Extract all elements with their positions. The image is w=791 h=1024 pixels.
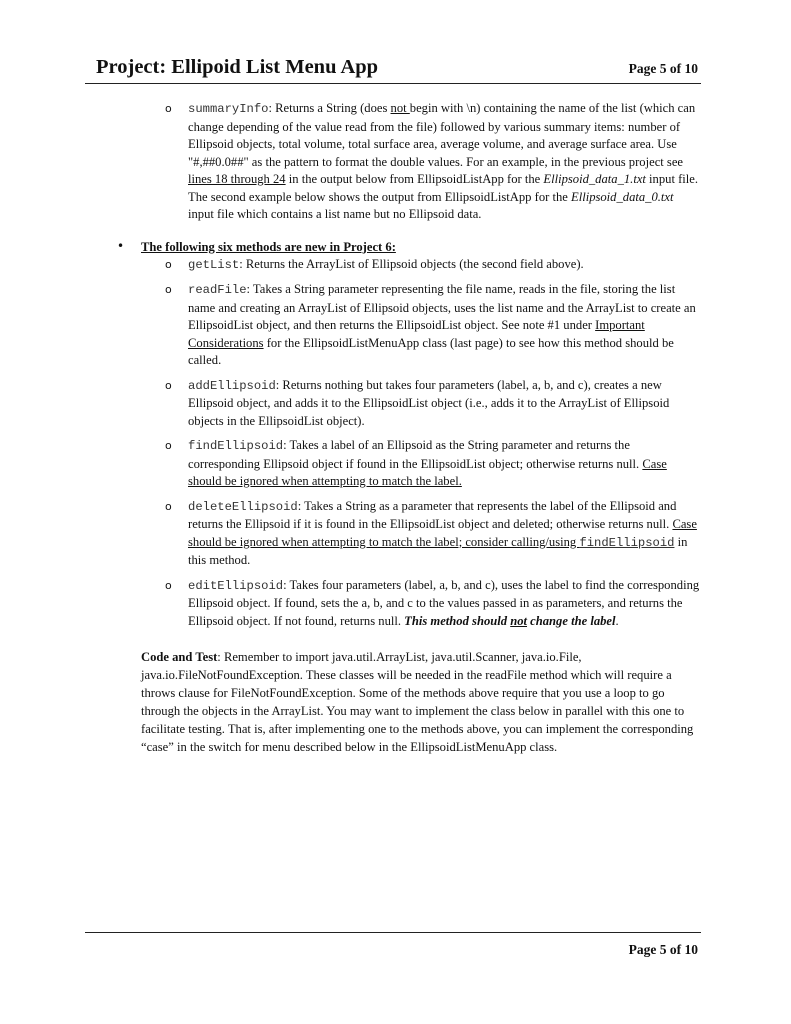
text: : Takes a String as a parameter that represents the label of the Ellipsoid and returns the Ellipsoid if it is found in the EllipsoidList object and deleted; otherwise returns null. [188, 498, 677, 531]
method-name: readFile [188, 283, 247, 297]
circle-bullet: o [165, 102, 172, 115]
footer-page-number: Page 5 of 10 [628, 942, 698, 957]
text: begin with \n) containing the name of the list (which can change depending of the value read from the file) followed by various summary items: number of Ellipsoid objects, total volume, total surface area, average volume, and average surface area. Use "#,##0.0##" as the pattern to format the double values. For an example, in the previous project see [188, 101, 696, 169]
text: for the EllipsoidListMenuApp class (last page) to see how this method should be called. [188, 335, 674, 367]
method-name: summaryInfo [188, 102, 269, 116]
footer-divider [85, 932, 701, 933]
underlined-text: Case should be ignored when attempting to match the label. [188, 456, 667, 488]
circle-bullet: o [165, 499, 172, 513]
method-item-editellipsoid [165, 577, 700, 631]
circle-bullet: o [165, 283, 172, 296]
code-and-test-paragraph [141, 648, 697, 756]
underlined-text: lines 18 through 24 [188, 172, 286, 186]
text: : Returns nothing but takes four parameters (label, a, b, and c), creates a new Ellipsoid object, and adds it to the EllipsoidList object (i.e., adds it to the ArrayList of Ellipsoid objects in the EllipsoidList object). [188, 377, 670, 428]
page-title: Project: Ellipoid List Menu App [96, 56, 379, 78]
text: in the output below from EllipsoidListApp for the [285, 172, 544, 186]
method-name: addEllipsoid [188, 378, 276, 393]
method-name: getList [188, 257, 240, 272]
text: . [615, 613, 619, 628]
text: : Remember to import java.util.ArrayList, java.util.Scanner, java.io.File, java.io.FileNotFoundException. These classes will be needed in the readFile method which will require a throws clause for FileNotFoundException. Some of the methods above require that you use a loop to go through the objects in the ArrayList. You may want to implement the class below in parallel with this one to facilitate testing. That is, after implementing one to the methods above, you can implement the corresponding “case” in the switch for menu described below in the EllipsoidListMenuApp class. [141, 650, 694, 754]
text: : Takes four parameters (label, a, b, and c), uses the label to find the corresponding Ellipsoid object. If found, sets the a, b, and c to the values passed in as parameters, and returns the Ellipsoid object. If not found, returns null. [188, 577, 700, 628]
section-heading: The following six methods are new in Project 6: [141, 239, 396, 254]
underlined-text: Case should be ignored when attempting to match the label; consider calling/using [188, 517, 697, 549]
text: : Takes a label of an Ellipsoid as the String parameter and returns the corresponding Ellipsoid object if found in the EllipsoidList object; otherwise returns null. [188, 438, 643, 471]
circle-bullet: o [165, 257, 172, 271]
method-item-findellipsoid [165, 437, 700, 491]
emphasis-text: not [510, 613, 528, 628]
new-methods-heading [117, 238, 691, 256]
emphasis-text: change the label [527, 613, 616, 628]
circle-bullet: o [165, 439, 172, 452]
emphasis-text: This method should [404, 613, 511, 628]
text: : Returns the ArrayList of Ellipsoid objects (the second field above). [239, 256, 584, 271]
text: in this method. [188, 534, 688, 567]
circle-bullet: o [165, 578, 172, 592]
circle-bullet: o [165, 378, 172, 392]
method-name: findEllipsoid [579, 535, 675, 550]
underlined-text: not [390, 101, 410, 115]
method-item-deleteellipsoid [165, 498, 700, 570]
text: : Takes a String parameter representing the file name, reads in the file, storing the list name and creating an ArrayList of Ellipsoid objects, uses the list name and the ArrayList to create an EllipsoidList object, and then returns the EllipsoidList object. See note #1 under [188, 282, 696, 332]
bullet-dot: • [117, 238, 125, 253]
method-name: findEllipsoid [188, 439, 284, 453]
header-page-number: Page 5 of 10 [628, 61, 698, 76]
method-name: editEllipsoid [188, 578, 284, 593]
method-item-addellipsoid [165, 377, 700, 431]
method-item-readfile [165, 281, 700, 370]
file-name: Ellipsoid_data_1.txt [543, 172, 646, 186]
text: : Returns a String (does [268, 101, 391, 115]
method-name: deleteEllipsoid [188, 499, 298, 514]
text: input file. The second example below shows the output from EllipsoidListApp for the [188, 172, 699, 204]
paragraph-label: Code and Test [141, 650, 218, 664]
underlined-text: Important Considerations [188, 318, 645, 350]
text: input file which contains a list name but no Ellipsoid data. [188, 207, 482, 221]
method-item-getlist [165, 256, 700, 275]
document-body [0, 100, 791, 756]
summary-info-item [165, 100, 700, 224]
header-divider [85, 83, 701, 84]
file-name: Ellipsoid_data_0.txt [571, 189, 674, 204]
